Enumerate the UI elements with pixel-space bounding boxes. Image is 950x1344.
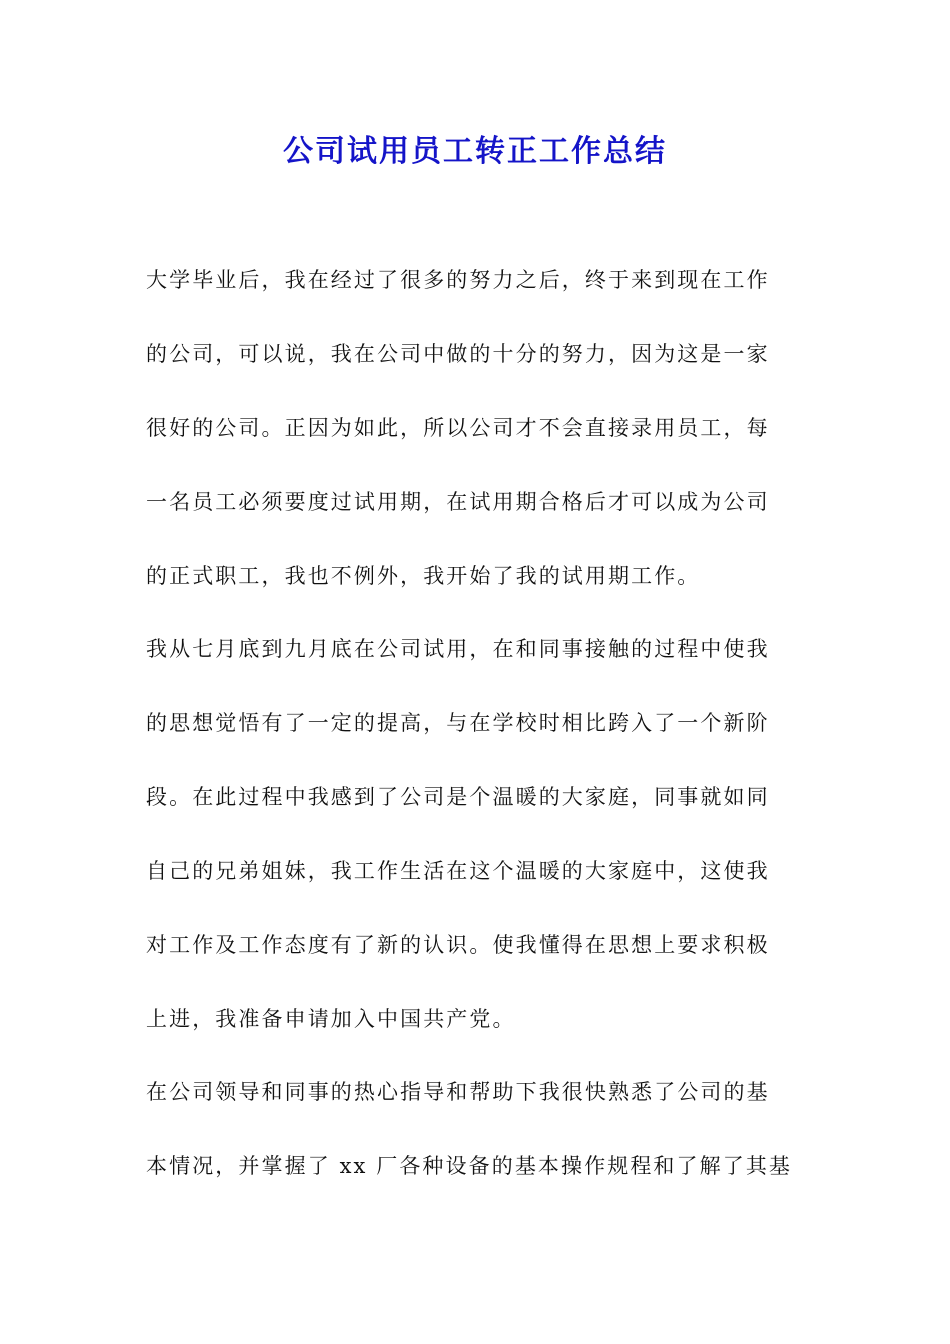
text-line: 很好的公司。正因为如此，所以公司才不会直接录用员工，每 [146, 416, 770, 440]
text-line: 对工作及工作态度有了新的认识。使我懂得在思想上要求积极 [146, 933, 770, 957]
text-line: 的公司，可以说，我在公司中做的十分的努力，因为这是一家 [146, 342, 770, 366]
text-line: 上进，我准备申请加入中国共产党。 [146, 1007, 516, 1031]
text-line: 段。在此过程中我感到了公司是个温暖的大家庭，同事就如同 [146, 785, 770, 809]
text-line: 一名员工必须要度过试用期，在试用期合格后才可以成为公司 [146, 490, 770, 514]
text-line: 自己的兄弟姐妹，我工作生活在这个温暖的大家庭中，这使我 [146, 859, 770, 883]
text-line: 我从七月底到九月底在公司试用，在和同事接触的过程中使我 [146, 637, 770, 661]
document-body [146, 262, 806, 1222]
text-line: 在公司领导和同事的热心指导和帮助下我很快熟悉了公司的基 [146, 1080, 770, 1104]
text-line: 大学毕业后，我在经过了很多的努力之后，终于来到现在工作 [146, 268, 770, 292]
text-line: 的正式职工，我也不例外，我开始了我的试用期工作。 [146, 564, 701, 588]
document-title: 公司试用员工转正工作总结 [283, 134, 667, 169]
text-line: 的思想觉悟有了一定的提高，与在学校时相比跨入了一个新阶 [146, 711, 770, 735]
text-line: 本情况，并掌握了 xx 厂各种设备的基本操作规程和了解了其基 [146, 1154, 793, 1178]
